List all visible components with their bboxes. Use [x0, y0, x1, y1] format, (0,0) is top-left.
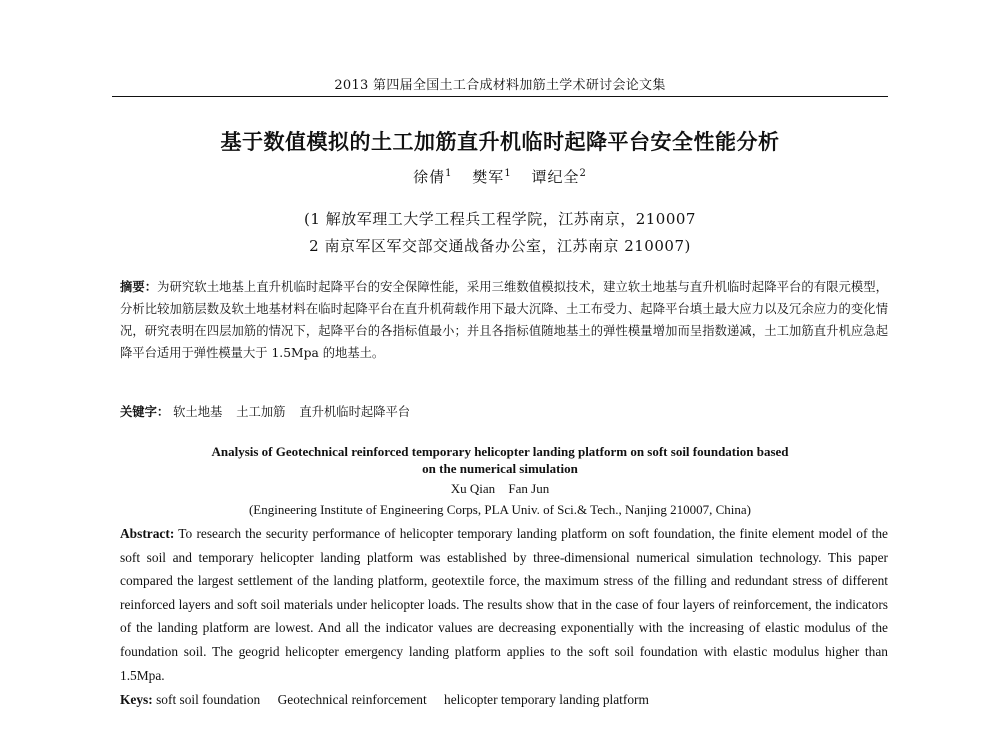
abstract-cn	[120, 276, 888, 364]
keywords-en-label: Keys:	[120, 692, 153, 707]
header-rule	[112, 96, 888, 97]
affiliation-en: (Engineering Institute of Engineering Corps, PLA Univ. of Sci.& Tech., Nanjing 210007, China)	[248, 502, 752, 517]
author-affil-sup: 1	[445, 168, 453, 179]
keyword-cn: 直升机临时起降平台	[299, 405, 411, 419]
keyword-cn: 土工加筋	[236, 405, 286, 419]
paper-title-cn: 基于数值模拟的土工加筋直升机临时起降平台安全性能分析	[220, 130, 780, 154]
authors-cn	[112, 166, 888, 187]
keyword-cn: 软土地基	[173, 405, 223, 419]
paper-title-en-line: Analysis of Geotechnical reinforced temporary helicopter landing platform on soft soil foundation based	[211, 444, 789, 459]
abstract-en-text: To research the security performance of helicopter temporary landing platform on soft foundation, the finite element model of the soft soil and temporary helicopter landing platform was established by three-dimensional numerical simulation technology. This paper compared the largest settlement of the landing platform, geotextile force, the maximum stress of the filling and redundant stress of different reinforced layers and soft soil materials under helicopter loads. The results show that in the case of four layers of reinforcement, the indicators of the landing platform are lowest. And all the indicator values are decreasing exponentially with the increasing of elastic modulus of the foundation soil. The geogrid helicopter emergency landing platform applies to the soft soil foundation with elastic modulus higher than 1.5Mpa.	[120, 526, 888, 683]
paper-title-en-line: on the numerical simulation	[422, 461, 578, 476]
paper-title-en	[140, 443, 860, 477]
author-cn: 谭纪全	[531, 168, 580, 186]
author-affil-sup: 1	[504, 168, 512, 179]
abstract-cn-text: 为研究软土地基上直升机临时起降平台的安全保障性能，采用三维数值模拟技术，建立软土地基与直升机临时起降平台的有限元模型，分析比较加筋层数及软土地基材料在临时起降平台在直升机荷载作用下最大沉降、土工布受力、起降平台填土最大应力以及冗余应力的变化情况，研究表明在四层加筋的情况下，起降平台的各指标值最小；并且各指标值随地基土的弹性模量增加而呈指数递减，土工加筋直升机应急起降平台适用于弹性模量大于 1.5Mpa 的地基土。	[120, 280, 888, 360]
author-en: Xu Qian	[450, 481, 496, 496]
keywords-cn-label: 关键字：	[120, 404, 170, 419]
authors-en	[112, 481, 888, 497]
keyword-en: Geotechnical reinforcement	[277, 692, 427, 707]
abstract-en-label: Abstract:	[120, 526, 175, 541]
keywords-en	[120, 690, 888, 710]
affiliations-cn	[112, 206, 888, 260]
keyword-en: soft soil foundation	[156, 692, 261, 707]
author-cn: 徐倩	[413, 168, 446, 186]
abstract-cn-label: 摘要：	[120, 279, 158, 294]
abstract-en	[120, 522, 888, 687]
affiliation-line-cn: (1 解放军理工大学工程兵工程学院，江苏南京，210007	[304, 210, 696, 228]
author-cn: 樊军	[472, 168, 505, 186]
running-header: 2013 第四届全国土工合成材料加筋土学术研讨会论文集	[334, 78, 666, 93]
author-en: Fan Jun	[508, 481, 550, 496]
affiliation-line-cn: 2 南京军区军交部交通战备办公室，江苏南京 210007)	[309, 237, 691, 255]
keywords-cn	[120, 401, 888, 423]
keyword-en: helicopter temporary landing platform	[444, 692, 649, 707]
author-affil-sup: 2	[579, 168, 587, 179]
